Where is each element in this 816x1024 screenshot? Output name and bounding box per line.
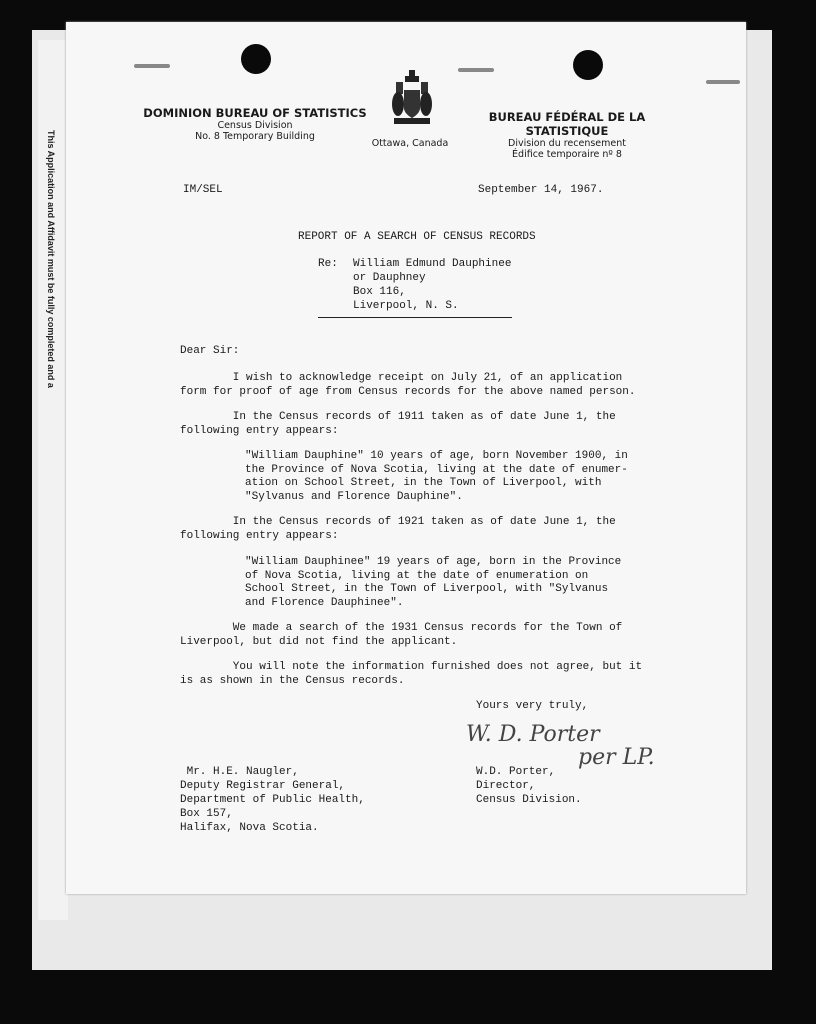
division-en: Census Division xyxy=(217,120,293,131)
signer-name: W.D. Porter, xyxy=(476,766,556,778)
recipient-department: Department of Public Health, xyxy=(180,794,365,806)
re-label: Re: xyxy=(318,258,338,270)
coat-of-arms-icon xyxy=(390,68,434,130)
signer-title: Director, xyxy=(476,780,536,792)
letterhead-english xyxy=(140,106,370,142)
signer-division: Census Division. xyxy=(476,794,582,806)
form-side-note: This Application and Affidavit must be fully completed and a xyxy=(46,130,56,388)
paragraph: I wish to acknowledge receipt on July 21, of an application form for proof of age from Census records for the above named person. xyxy=(180,372,636,398)
divider xyxy=(318,317,512,318)
re-name: William Edmund Dauphinee xyxy=(353,258,512,270)
punch-hole xyxy=(573,50,603,80)
letter-date: September 14, 1967. xyxy=(478,184,604,196)
staple xyxy=(458,68,494,72)
paragraph: In the Census records of 1911 taken as of date June 1, the following entry appears: xyxy=(180,411,616,437)
building-en: No. 8 Temporary Building xyxy=(195,131,315,142)
closing: Yours very truly, xyxy=(476,700,589,712)
paragraph: You will note the information furnished does not agree, but it is as shown in the Census records. xyxy=(180,661,643,687)
signature: W. D. Porter xyxy=(466,722,600,747)
punch-hole xyxy=(241,44,271,74)
recipient-city: Halifax, Nova Scotia. xyxy=(180,822,319,834)
paragraph: In the Census records of 1921 taken as of date June 1, the following entry appears: xyxy=(180,516,616,542)
re-box: Box 116, xyxy=(353,286,406,298)
paragraph: We made a search of the 1931 Census records for the Town of Liverpool, but did not find the applicant. xyxy=(180,622,623,648)
staple xyxy=(706,80,740,84)
division-fr: Division du recensement xyxy=(508,138,626,149)
recipient-title: Deputy Registrar General, xyxy=(180,780,346,792)
building-fr: Édifice temporaire nº 8 xyxy=(512,149,622,160)
re-alias: or Dauphney xyxy=(353,272,426,284)
letterhead-french xyxy=(452,110,682,160)
agency-name-en: DOMINION BUREAU OF STATISTICS xyxy=(143,106,367,120)
census-entry-1911: "William Dauphine" 10 years of age, born November 1900, in the Province of Nova Scotia, living at the date of enumer- ation on School Street, in the Town of Liverpool, with "Sylvanus and Florence Dauphine". xyxy=(245,450,628,503)
recipient-name: Mr. H.E. Naugler, xyxy=(180,766,299,778)
staple xyxy=(134,64,170,68)
salutation: Dear Sir: xyxy=(180,345,240,357)
re-city: Liverpool, N. S. xyxy=(353,300,459,312)
reference-code: IM/SEL xyxy=(183,184,223,196)
census-entry-1921: "William Dauphinee" 19 years of age, born in the Province of Nova Scotia, living at the date of enumeration on School Street, in the Town of Liverpool, with "Sylvanus and Florence Dauphinee". xyxy=(245,556,622,609)
recipient-box: Box 157, xyxy=(180,808,233,820)
report-title: REPORT OF A SEARCH OF CENSUS RECORDS xyxy=(298,231,536,243)
city-text: Ottawa, Canada xyxy=(371,138,449,149)
signature-per: per LP. xyxy=(578,745,655,770)
agency-name-fr: BUREAU FÉDÉRAL DE LA STATISTIQUE xyxy=(488,110,646,138)
